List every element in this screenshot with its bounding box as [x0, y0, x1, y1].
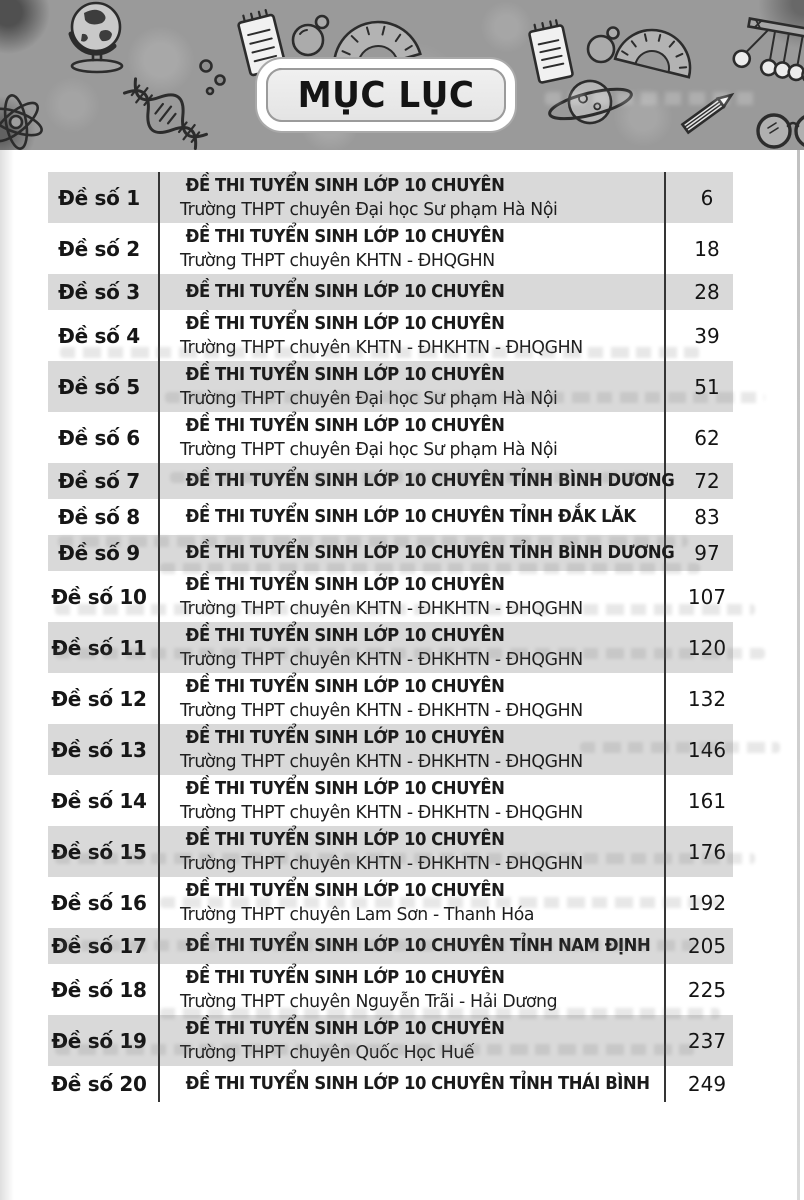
exam-title-cell	[160, 775, 666, 826]
bleedthrough-artifact	[58, 940, 698, 951]
exam-title: ĐỀ THI TUYỂN SINH LỚP 10 CHUYÊN TỈNH THÁI BÌNH	[185, 1073, 650, 1094]
table-row	[40, 1066, 760, 1102]
toc-table	[40, 172, 760, 1102]
table-row	[40, 361, 760, 412]
exam-title: ĐỀ THI TUYỂN SINH LỚP 10 CHUYÊN	[185, 967, 505, 988]
exam-title-cell	[160, 223, 666, 274]
exam-title: ĐỀ THI TUYỂN SINH LỚP 10 CHUYÊN	[185, 727, 505, 748]
exam-title-cell	[160, 172, 666, 223]
page-left-edge	[0, 150, 14, 1200]
dna-icon	[117, 69, 214, 150]
exam-title: ĐỀ THI TUYỂN SINH LỚP 10 CHUYÊN	[185, 676, 505, 697]
exam-number-label: Đề số 6	[40, 412, 160, 463]
exam-school: Trường THPT chuyên KHTN - ĐHKHTN - ĐHQGHN	[180, 699, 583, 721]
page-number: 6	[700, 185, 714, 210]
exam-number-label: Đề số 20	[40, 1066, 160, 1102]
page-number: 72	[694, 469, 720, 493]
table-row	[40, 826, 760, 877]
exam-title: ĐỀ THI TUYỂN SINH LỚP 10 CHUYÊN	[185, 175, 505, 196]
exam-title: ĐỀ THI TUYỂN SINH LỚP 10 CHUYÊN TỈNH BÌNH DƯƠNG	[185, 542, 675, 563]
exam-school: Trường THPT chuyên Đại học Sư phạm Hà Nội	[180, 387, 558, 409]
exam-title: ĐỀ THI TUYỂN SINH LỚP 10 CHUYÊN TỈNH NAM ĐỊNH	[185, 935, 651, 956]
exam-title: ĐỀ THI TUYỂN SINH LỚP 10 CHUYÊN	[185, 313, 505, 334]
exam-title: ĐỀ THI TUYỂN SINH LỚP 10 CHUYÊN	[185, 880, 505, 901]
atom-icon	[0, 94, 45, 150]
exam-number-label: Đề số 7	[40, 463, 160, 499]
page-number: 62	[694, 425, 720, 450]
exam-school: Trường THPT chuyên KHTN - ĐHKHTN - ĐHQGHN	[180, 648, 583, 670]
page-number: 161	[687, 788, 727, 813]
page-number: 132	[687, 686, 727, 711]
exam-title-cell	[160, 499, 666, 535]
bleedthrough-artifact	[160, 563, 700, 574]
exam-number-label: Đề số 15	[40, 826, 160, 877]
page-number: 225	[687, 977, 727, 1002]
exam-number-label: Đề số 12	[40, 673, 160, 724]
page-number: 97	[694, 541, 720, 565]
page-number: 107	[687, 584, 727, 609]
exam-school: Trường THPT chuyên Lam Sơn - Thanh Hóa	[180, 903, 535, 925]
exam-number-label: Đề số 9	[40, 535, 160, 571]
exam-title: ĐỀ THI TUYỂN SINH LỚP 10 CHUYÊN	[185, 281, 505, 302]
exam-title: ĐỀ THI TUYỂN SINH LỚP 10 CHUYÊN TỈNH BÌNH DƯƠNG	[185, 470, 675, 491]
protractor-icon	[615, 22, 698, 77]
notepad-icon	[237, 9, 286, 76]
exam-number-label: Đề số 10	[40, 571, 160, 622]
newtons-cradle-icon	[732, 17, 804, 85]
table-row	[40, 412, 760, 463]
globe-icon	[71, 3, 122, 72]
exam-number-label: Đề số 4	[40, 310, 160, 361]
title-box	[266, 68, 506, 122]
exam-school: Trường THPT chuyên Quốc Học Huế	[180, 1041, 475, 1063]
exam-school: Trường THPT chuyên KHTN - ĐHKHTN - ĐHQGHN	[180, 801, 583, 823]
bleedthrough-artifact	[55, 1044, 695, 1055]
exam-title: ĐỀ THI TUYỂN SINH LỚP 10 CHUYÊN	[185, 415, 505, 436]
exam-number-label: Đề số 18	[40, 964, 160, 1015]
table-row	[40, 1015, 760, 1066]
table-row	[40, 274, 760, 310]
exam-school: Trường THPT chuyên Đại học Sư phạm Hà Nội	[180, 438, 558, 460]
exam-title: ĐỀ THI TUYỂN SINH LỚP 10 CHUYÊN	[185, 1018, 505, 1039]
exam-school: Trường THPT chuyên KHTN - ĐHKHTN - ĐHQGHN	[180, 336, 583, 358]
exam-number-label: Đề số 2	[40, 223, 160, 274]
exam-number-label: Đề số 8	[40, 499, 160, 535]
bleedthrough-artifact	[160, 1008, 720, 1019]
exam-title: ĐỀ THI TUYỂN SINH LỚP 10 CHUYÊN	[185, 829, 505, 850]
page-number: 83	[694, 505, 720, 529]
exam-title: ĐỀ THI TUYỂN SINH LỚP 10 CHUYÊN	[185, 226, 505, 247]
page-title: MỤC LỤC	[297, 74, 475, 116]
exam-title-cell	[160, 1015, 666, 1066]
page-number: 192	[687, 890, 727, 915]
bleedthrough-artifact	[545, 92, 760, 105]
header-banner	[0, 0, 804, 150]
page-number: 18	[694, 236, 720, 261]
exam-school: Trường THPT chuyên KHTN - ĐHKHTN - ĐHQGHN	[180, 852, 583, 874]
exam-title-cell	[160, 673, 666, 724]
page-number: 28	[694, 280, 720, 304]
exam-school: Trường THPT chuyên Đại học Sư phạm Hà Nội	[180, 198, 558, 220]
exam-school: Trường THPT chuyên Nguyễn Trãi - Hải Dương	[180, 990, 558, 1012]
page-number: 237	[687, 1028, 727, 1053]
exam-number-label: Đề số 1	[40, 172, 160, 223]
bleedthrough-artifact	[580, 742, 780, 753]
table-row	[40, 673, 760, 724]
exam-school: Trường THPT chuyên KHTN - ĐHKHTN - ĐHQGHN	[180, 750, 583, 772]
exam-title-cell	[160, 274, 666, 310]
bleedthrough-artifact	[170, 472, 650, 483]
page-number: 39	[694, 323, 720, 348]
exam-number-label: Đề số 17	[40, 928, 160, 964]
page-number: 176	[687, 839, 727, 864]
bleedthrough-artifact	[55, 853, 755, 864]
exam-number-label: Đề số 13	[40, 724, 160, 775]
exam-number-label: Đề số 11	[40, 622, 160, 673]
page-number: 51	[694, 374, 720, 399]
exam-number-label: Đề số 16	[40, 877, 160, 928]
bleedthrough-artifact	[55, 648, 765, 659]
exam-title-cell	[160, 412, 666, 463]
glasses-icon	[758, 115, 804, 147]
bleedthrough-artifact	[160, 897, 720, 908]
bubbles-icon	[588, 28, 619, 63]
bleedthrough-artifact	[60, 347, 700, 358]
exam-title-cell	[160, 1066, 666, 1102]
exam-school: Trường THPT chuyên KHTN - ĐHQGHN	[180, 249, 495, 271]
bleedthrough-artifact	[165, 392, 765, 403]
exam-number-label: Đề số 14	[40, 775, 160, 826]
page-number: 146	[687, 737, 727, 762]
exam-title: ĐỀ THI TUYỂN SINH LỚP 10 CHUYÊN	[185, 778, 505, 799]
exam-title: ĐỀ THI TUYỂN SINH LỚP 10 CHUYÊN	[185, 574, 505, 595]
page-number: 120	[687, 635, 727, 660]
table-row	[40, 172, 760, 223]
bleedthrough-artifact	[58, 536, 688, 547]
bleedthrough-artifact	[55, 604, 755, 615]
exam-number-label: Đề số 5	[40, 361, 160, 412]
table-row	[40, 499, 760, 535]
exam-number-label: Đề số 3	[40, 274, 160, 310]
exam-number-label: Đề số 19	[40, 1015, 160, 1066]
exam-title-cell	[160, 826, 666, 877]
exam-title: ĐỀ THI TUYỂN SINH LỚP 10 CHUYÊN TỈNH ĐẮK LĂK	[185, 506, 636, 527]
exam-school: Trường THPT chuyên KHTN - ĐHKHTN - ĐHQGHN	[180, 597, 583, 619]
notepad-icon	[528, 19, 573, 83]
table-row	[40, 223, 760, 274]
exam-title: ĐỀ THI TUYỂN SINH LỚP 10 CHUYÊN	[185, 364, 505, 385]
exam-title: ĐỀ THI TUYỂN SINH LỚP 10 CHUYÊN	[185, 625, 505, 646]
exam-title-cell	[160, 361, 666, 412]
bubbles-icon	[293, 16, 328, 55]
page-number: 205	[687, 934, 727, 958]
table-row	[40, 775, 760, 826]
page-number: 249	[687, 1072, 727, 1096]
page-right-edge	[797, 150, 800, 1200]
